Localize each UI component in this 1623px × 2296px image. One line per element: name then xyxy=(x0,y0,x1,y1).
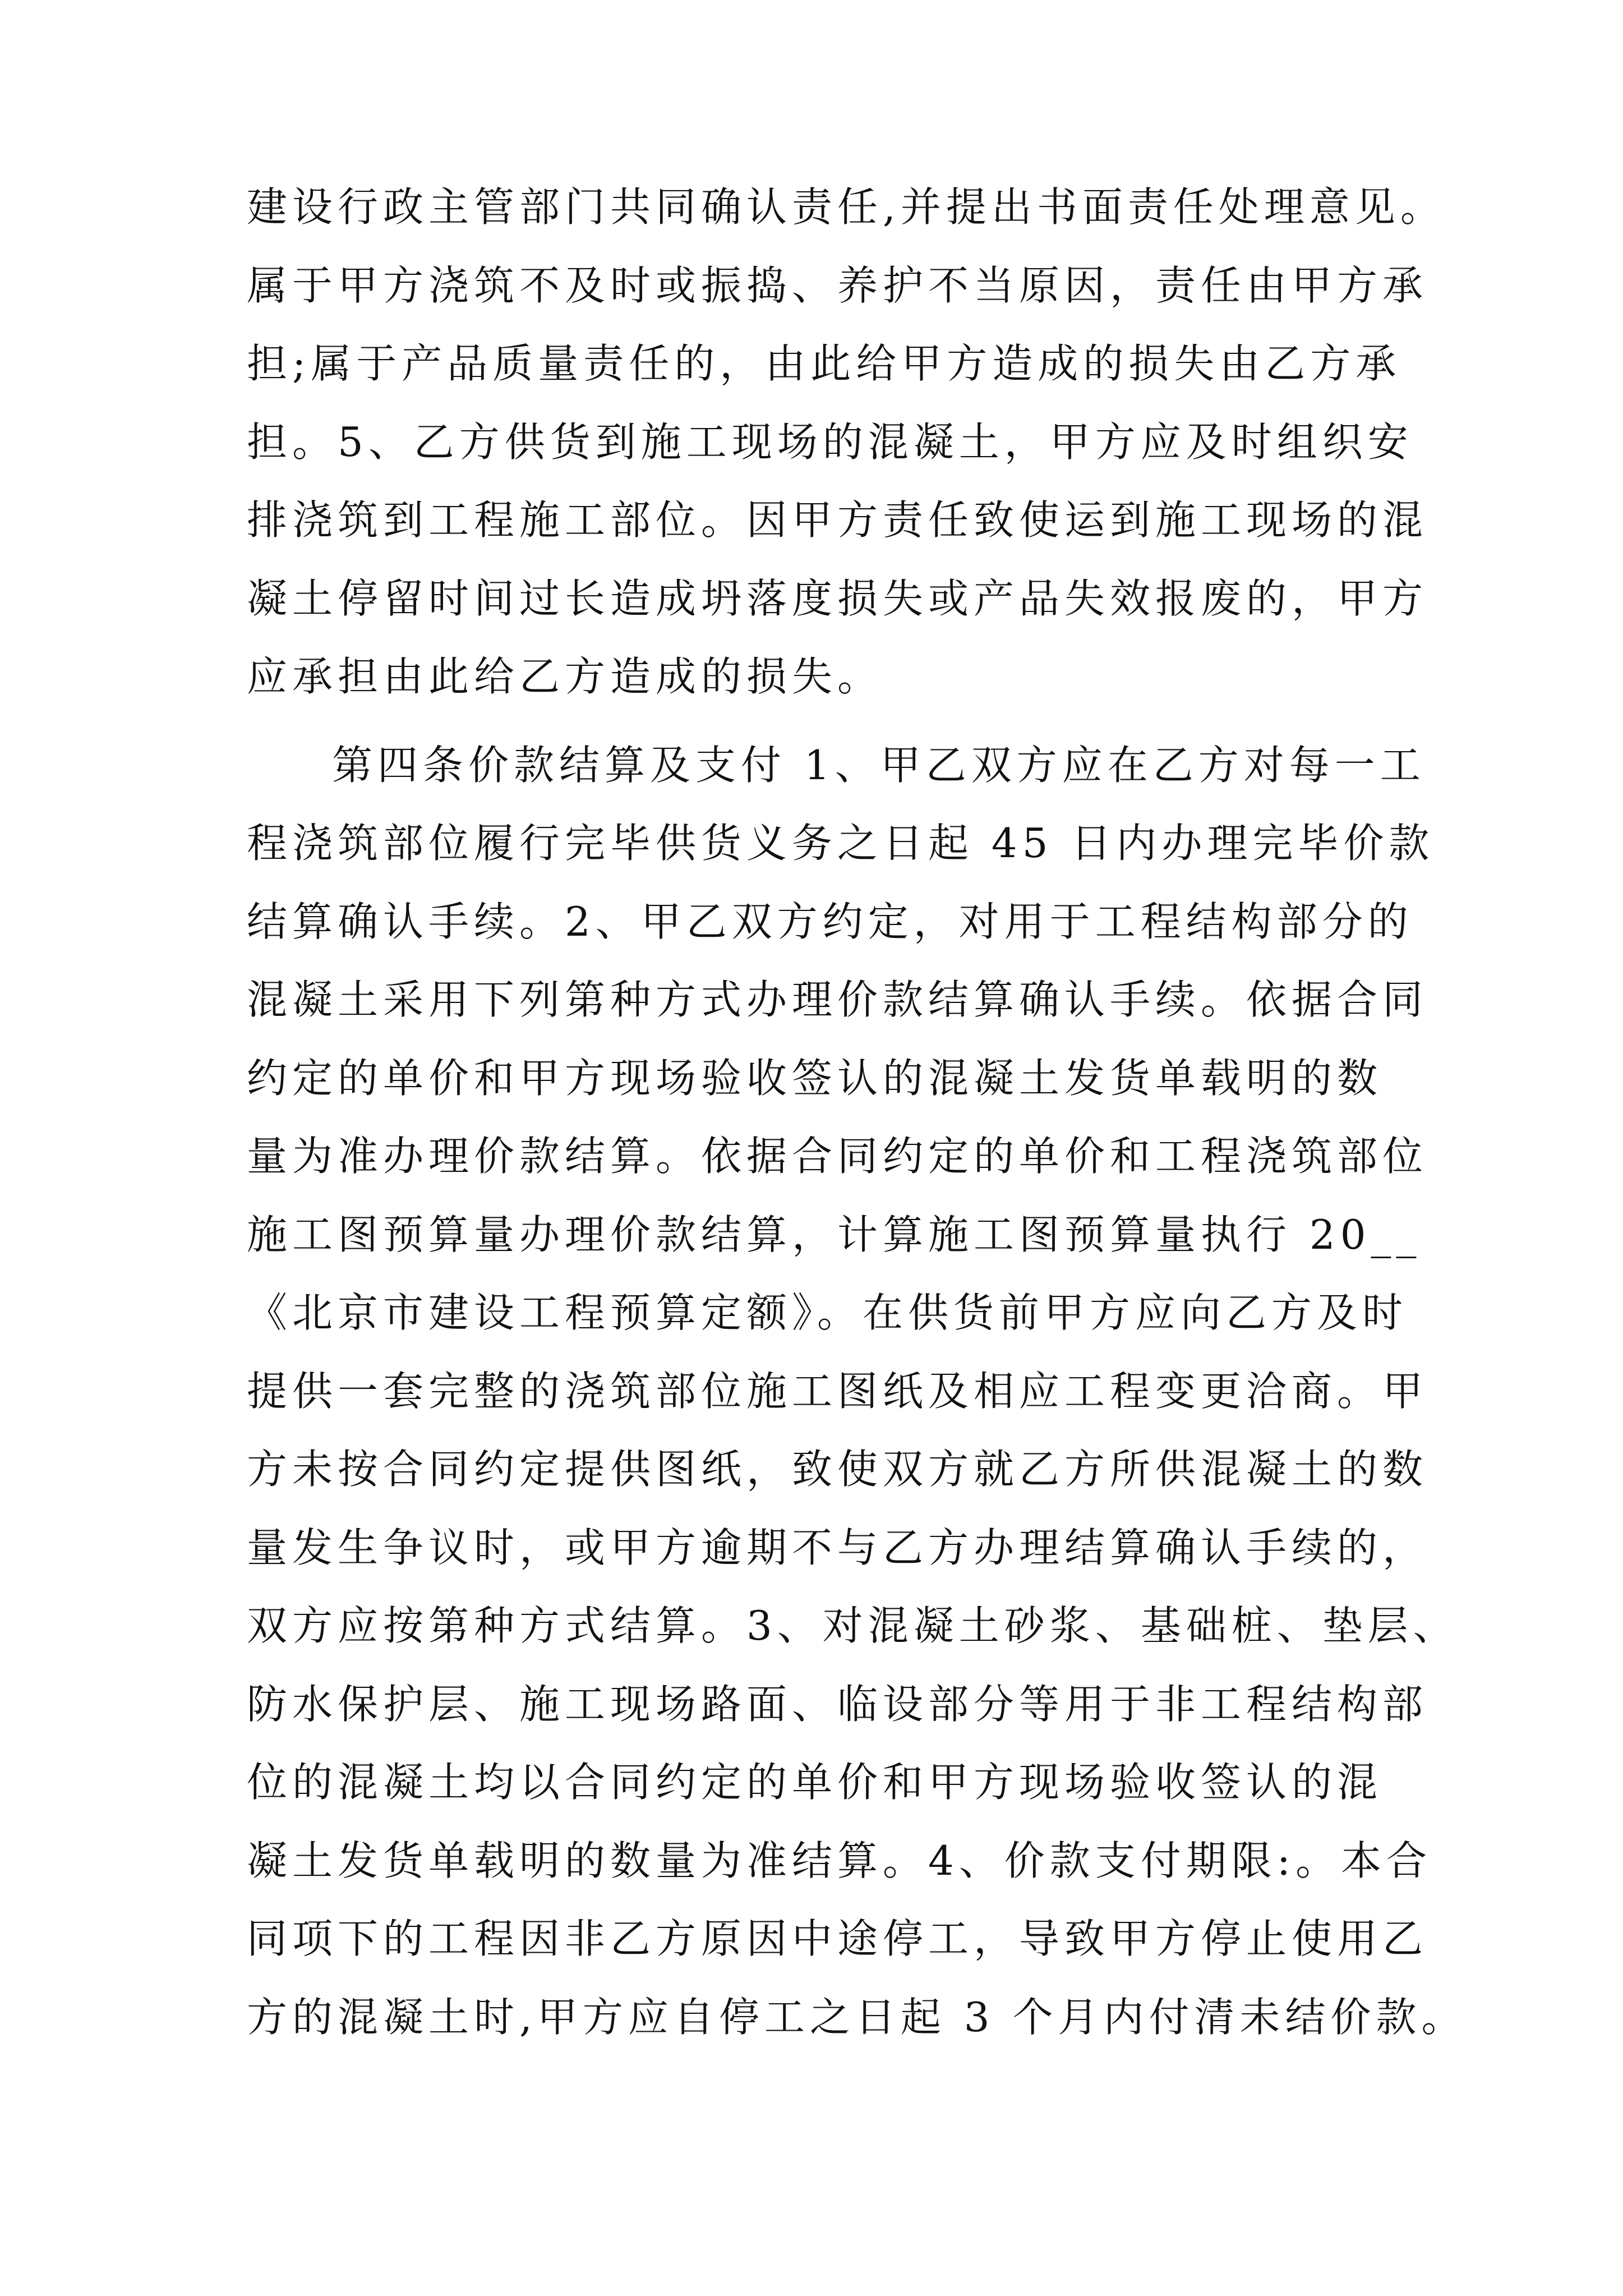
text-line: 位的混凝土均以合同约定的单价和甲方现场验收签认的混 xyxy=(247,1759,1383,1806)
text-line: 担。5、乙方供货到施工现场的混凝土，甲方应及时组织安 xyxy=(247,418,1413,466)
document-body xyxy=(247,168,1467,2056)
text-line: 量发生争议时，或甲方逾期不与乙方办理结算确认手续的， xyxy=(247,1524,1428,1571)
text-line: 担;属于产品质量责任的，由此给甲方造成的损失由乙方承 xyxy=(247,340,1401,387)
text-line: 第四条价款结算及支付 1、甲乙双方应在乙方对每一工 xyxy=(332,741,1426,789)
text-line: 防水保护层、施工现场路面、临设部分等用于非工程结构部 xyxy=(247,1680,1428,1728)
text-line: 提供一套完整的浇筑部位施工图纸及相应工程变更洽商。甲 xyxy=(247,1367,1428,1415)
text-line: 方的混凝土时,甲方应自停工之日起 3 个月内付清未结价款。 xyxy=(247,1993,1467,2041)
text-line: 排浇筑到工程施工部位。因甲方责任致使运到施工现场的混 xyxy=(247,496,1428,544)
text-line: 属于甲方浇筑不及时或振捣、养护不当原因，责任由甲方承 xyxy=(247,261,1428,309)
text-line: 同项下的工程因非乙方原因中途停工，导致甲方停止使用乙 xyxy=(247,1915,1428,1962)
text-line: 约定的单价和甲方现场验收签认的混凝土发货单载明的数 xyxy=(247,1054,1383,1102)
text-line: 混凝土采用下列第种方式办理价款结算确认手续。依据合同 xyxy=(247,976,1428,1023)
text-line: 应承担由此给乙方造成的损失。 xyxy=(247,653,883,700)
text-line: 凝土发货单载明的数量为准结算。4、价款支付期限:。本合 xyxy=(247,1837,1432,1884)
paragraph-article-4-settlement xyxy=(247,726,1467,2057)
text-line: 程浇筑部位履行完毕供货义务之日起 45 日内办理完毕价款 xyxy=(247,820,1435,867)
paragraph-liability xyxy=(247,168,1446,716)
text-line: 凝土停留时间过长造成坍落度损失或产品失效报废的，甲方 xyxy=(247,574,1428,622)
text-line: 《北京市建设工程预算定额》。在供货前甲方应向乙方及时 xyxy=(247,1289,1408,1336)
text-line: 结算确认手续。2、甲乙双方约定，对用于工程结构部分的 xyxy=(247,898,1413,945)
text-line: 建设行政主管部门共同确认责任,并提出书面责任处理意见。 xyxy=(247,183,1446,231)
text-line: 量为准办理价款结算。依据合同约定的单价和工程浇筑部位 xyxy=(247,1133,1428,1180)
text-line: 方未按合同约定提供图纸，致使双方就乙方所供混凝土的数 xyxy=(247,1446,1428,1493)
text-line: 施工图预算量办理价款结算，计算施工图预算量执行 20__ xyxy=(247,1211,1422,1258)
text-line: 双方应按第种方式结算。3、对混凝土砂浆、基础桩、垫层、 xyxy=(247,1602,1459,1649)
